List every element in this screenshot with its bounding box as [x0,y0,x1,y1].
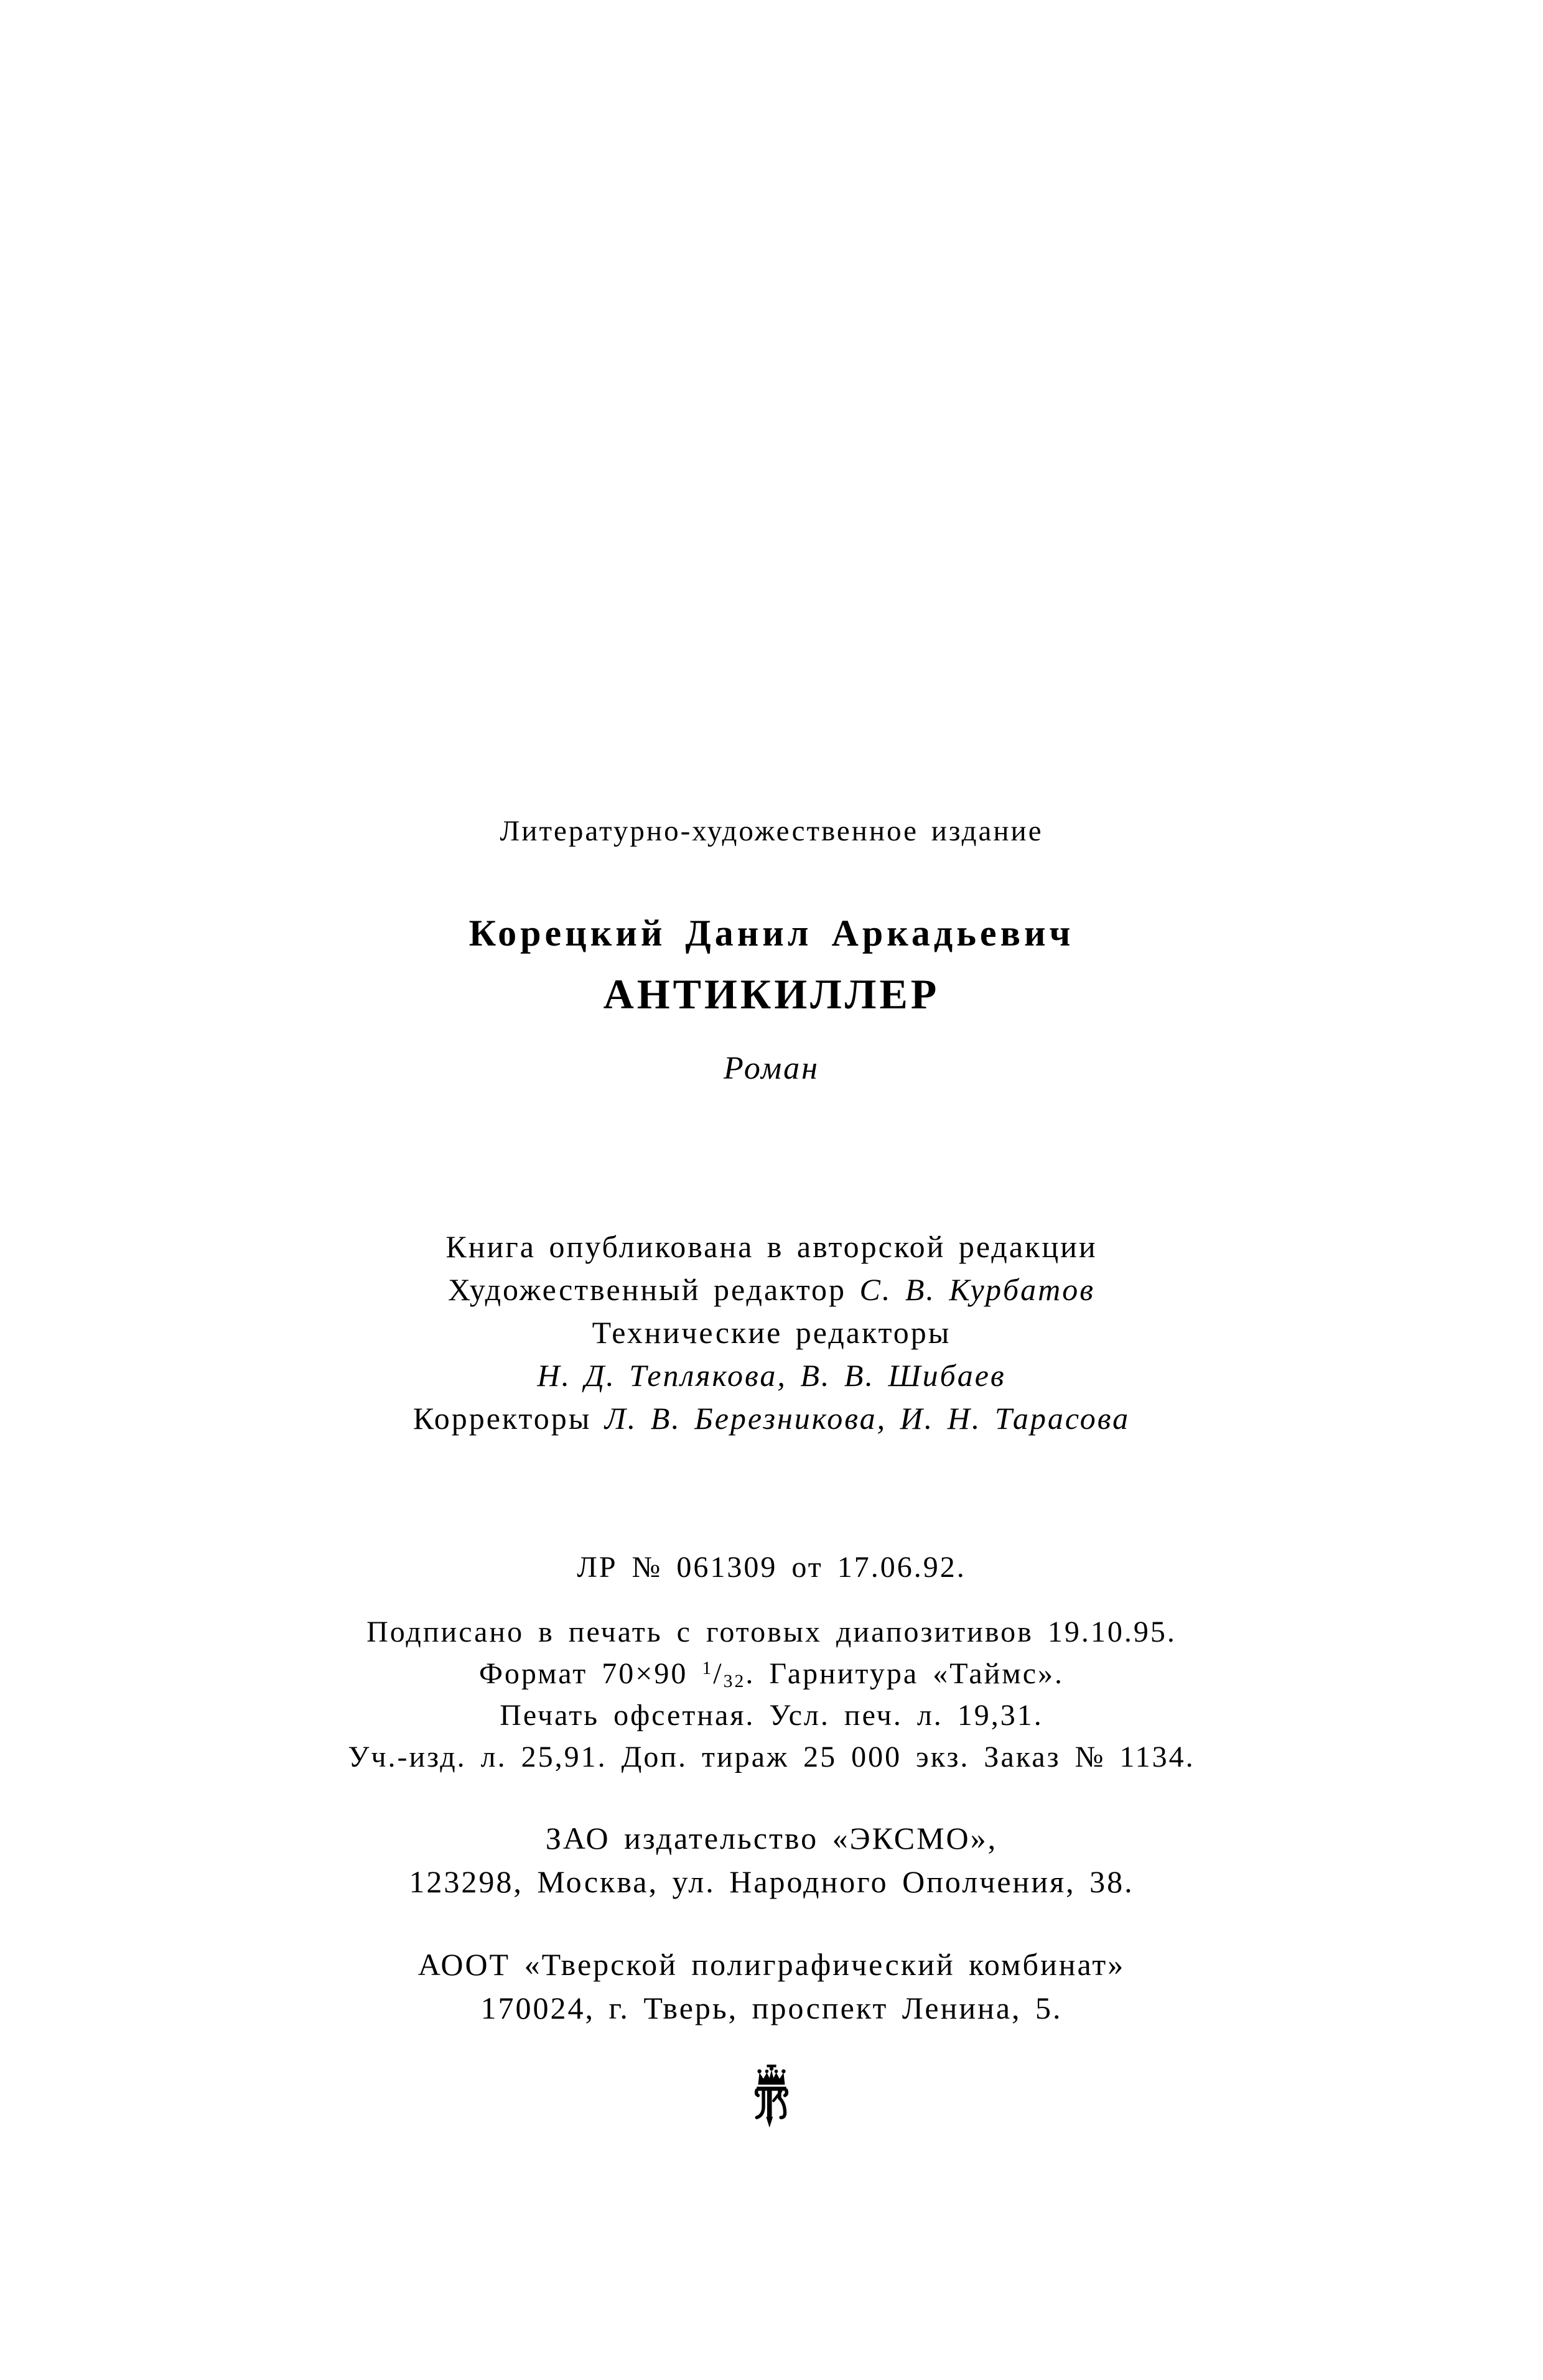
credits-block [0,1225,1543,1440]
monogram-tip [766,2117,773,2127]
proofreaders-names: Л. В. Березникова, И. Н. Тарасова [604,1401,1130,1436]
crown-icon [757,2065,785,2085]
license-line: ЛР № 061309 от 17.06.92. [577,1551,966,1584]
fraction-slash: / [713,1657,724,1690]
book-title: АНТИКИЛЛЕР [603,970,940,1018]
publisher-name: ЗАО издательство «ЭКСМО», [545,1821,998,1856]
signed-to-print-line: Подписано в печать с готовых диапозитивов 19.10.95. [366,1615,1177,1648]
art-editor-line [0,1268,1543,1311]
monogram-icon [757,2089,787,2118]
tver-monogram-logo [750,2065,793,2134]
format-fraction [702,1657,745,1690]
tech-editors-label: Технические редакторы [592,1315,951,1350]
art-editor-name: С. В. Курбатов [859,1272,1095,1307]
publisher-block [0,1816,1543,1904]
published-note: Книга опубликована в авторской редакции [445,1229,1098,1264]
printing-house-name: АООТ «Тверской полиграфический комбинат» [417,1947,1126,1982]
publisher-address: 123298, Москва, ул. Народного Ополчения, 38. [409,1864,1134,1899]
author-name: Корецкий Данил Аркадьевич [468,913,1075,954]
printing-house-address: 170024, г. Тверь, проспект Ленина, 5. [480,1991,1063,2025]
format-suffix: . Гарнитура «Таймс». [745,1657,1064,1690]
proofreaders-line [0,1397,1543,1440]
fraction-denominator: 32 [723,1670,746,1691]
volume-order-line: Уч.-изд. л. 25,91. Доп. тираж 25 000 экз. Заказ № 1134. [348,1741,1195,1773]
format-line [0,1653,1543,1694]
series-note: Литературно-художественное издание [500,815,1043,847]
offset-print-line: Печать офсетная. Усл. печ. л. 19,31. [500,1699,1043,1732]
tech-editors-names: Н. Д. Теплякова, В. В. Шибаев [537,1358,1006,1393]
proofreaders-label: Корректоры [413,1401,605,1436]
art-editor-label: Художественный редактор [448,1272,860,1307]
genre-label: Роман [724,1051,819,1086]
imprint-block [0,1611,1543,1778]
printer-logo [0,2065,1543,2137]
fraction-numerator: 1 [702,1658,714,1679]
format-prefix: Формат 70×90 [478,1657,702,1690]
printing-house-block [0,1943,1543,2030]
